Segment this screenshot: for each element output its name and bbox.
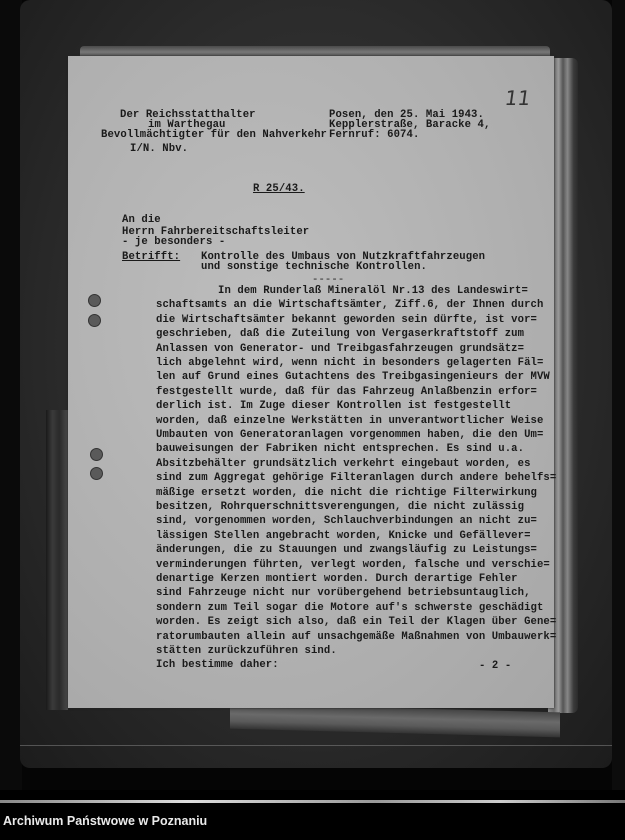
scan-artifact-line	[20, 745, 612, 746]
punch-hole-icon	[88, 294, 101, 307]
body-line: Ich bestimme daher:	[156, 659, 279, 672]
body-line: bauweisungen der Fabriken nicht entsprechen. Es sind u.a.	[156, 443, 525, 456]
paper-stack-top-edge	[80, 46, 550, 56]
body-line: len auf Grund eines Gutachtens des Treibgasingenieurs der MVW	[156, 371, 550, 384]
body-line: verminderungen führten, verlegt worden, falsche und verschie=	[156, 558, 550, 571]
punch-hole-icon	[90, 467, 103, 480]
body-line: In dem Runderlaß Mineralöl Nr.13 des Landeswirt=	[218, 285, 528, 297]
body-line: sind Fahrzeuge nicht nur vorübergehend betriebsuntauglich,	[156, 587, 531, 600]
subject-line-2: und sonstige technische Kontrollen.	[201, 261, 428, 273]
body-line: besitzen, Rohrquerschnittsverengungen, die nicht zulässig	[156, 501, 525, 513]
body-line: lich abgelehnt wird, wenn nicht in besonders gelagerten Fäl=	[156, 357, 544, 369]
body-line: sind zum Aggregat gehörige Filteranlagen durch andere behelfs=	[156, 472, 557, 485]
footer-divider	[0, 800, 625, 803]
punch-hole-icon	[90, 448, 103, 461]
body-line: festgestellt wurde, daß für das Fahrzeug Anlaßbenzin erfor=	[156, 385, 537, 398]
body-line: sondern zum Teil sogar die Motore auf's schwerste geschädigt	[156, 601, 544, 614]
recipient-line-1: An die	[122, 214, 161, 226]
office-address: Kepplerstraße, Baracke 4,	[329, 119, 491, 131]
body-line: mäßige ersetzt worden, die nicht die richtige Filterwirkung	[156, 486, 537, 499]
document-page	[68, 56, 557, 708]
sender-line-1: Der Reichsstatthalter	[120, 109, 256, 121]
body-line: Absitzbehälter grundsätzlich verkehrt eingebaut worden, es	[156, 457, 531, 470]
body-line: sind, vorgenommen worden, Schlauchverbindungen an nicht zu=	[156, 515, 537, 528]
recipient-line-2: Herrn Fahrbereitschaftsleiter	[122, 226, 310, 238]
body-line: geschrieben, daß die Zuteilung von Vergaserkraftstoff zum	[156, 328, 525, 341]
body-line: lässigen Stellen angebracht worden, Knicke und Gefällever=	[156, 529, 531, 542]
body-line: schaftsamts an die Wirtschaftsämter, Ziff.6, der Ihnen durch	[156, 299, 544, 312]
scan-left-edge	[0, 0, 22, 790]
body-line: Anlassen von Generator- und Treibgasfahrzeugen grundsätz=	[156, 342, 525, 355]
body-line: die Wirtschaftsämter bekannt geworden sein dürfte, ist vor=	[156, 313, 537, 326]
archive-name: Archiwum Państwowe w Poznaniu	[3, 814, 208, 828]
body-line: derlich ist. Im Zuge dieser Kontrollen ist festgestellt	[156, 400, 512, 413]
punch-hole-icon	[88, 314, 101, 327]
body-line: änderungen, die zu Stauungen und zwangsläufig zu Leistungs=	[156, 544, 537, 557]
place-date: Posen, den 25. Mai 1943.	[329, 109, 484, 121]
paper-stack-left-edge	[46, 410, 68, 710]
separator: -----	[312, 274, 345, 286]
circular-number: R 25/43.	[253, 183, 305, 195]
handwritten-folio-number: 11	[503, 86, 533, 110]
body-line: worden, daß einzelne Werkstätten in unverantwortlicher Weise	[156, 414, 544, 427]
subject-label: Betrifft:	[122, 251, 181, 263]
sender-line-2: im Warthegau	[148, 119, 226, 131]
scan-right-edge	[612, 0, 625, 790]
body-line: Umbauten von Generatoranlagen vorgenommen haben, die den Um=	[156, 429, 544, 441]
reference-code: I/N. Nbv.	[130, 143, 189, 155]
subject-line-1: Kontrolle des Umbaus von Nutzkraftfahrzeugen	[201, 251, 486, 263]
phone-number: Fernruf: 6074.	[329, 129, 420, 141]
body-line: denartige Kerzen montiert worden. Durch derartige Fehler	[156, 573, 518, 585]
body-line: worden. Es zeigt sich also, daß ein Teil der Klagen über Gene=	[156, 616, 557, 629]
body-line: ratorumbauten allein auf unsachgemäße Maßnahmen von Umbauwerk=	[156, 630, 557, 643]
recipient-line-3: - je besonders -	[122, 236, 226, 248]
sender-line-3: Bevollmächtigter für den Nahverkehr	[101, 129, 328, 141]
page-continuation-marker: - 2 -	[479, 660, 512, 672]
body-line: stätten zurückzuführen sind.	[156, 645, 337, 657]
